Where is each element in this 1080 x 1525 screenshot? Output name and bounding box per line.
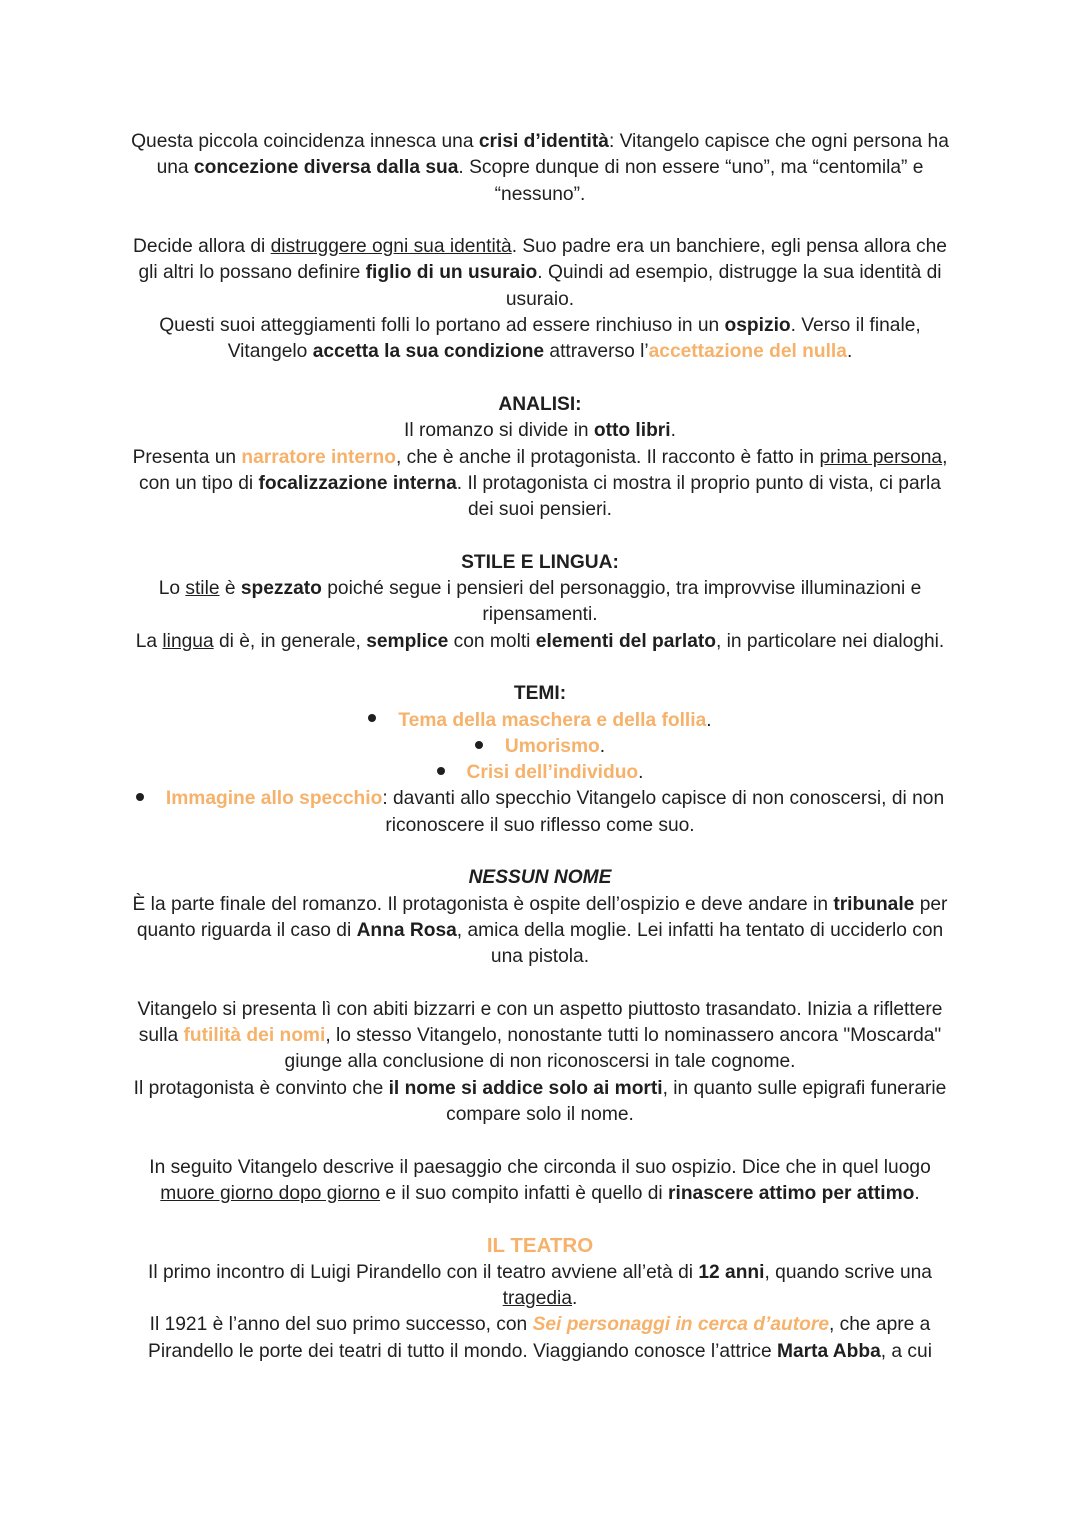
underlined-text: distruggere ogni sua identità [270, 236, 512, 258]
bold-text: 12 anni [698, 1261, 765, 1283]
underlined-text: prima persona [819, 446, 943, 468]
intro-paragraph-3 [128, 313, 952, 366]
temi-list [128, 708, 952, 839]
highlighted-text: narratore interno [241, 446, 396, 468]
nessun-nome-paragraph-1 [128, 892, 952, 971]
text: . Suo padre era un banchiere, egli pensa allora che gli altri lo possano definire [138, 236, 947, 284]
text: e il suo compito infatti è quello di [380, 1182, 669, 1204]
text: . Il protagonista ci mostra il proprio punto di vista, ci parla dei suoi pensieri. [456, 472, 941, 521]
analisi-line-1 [128, 418, 952, 444]
underlined-text: stile [185, 578, 220, 600]
highlighted-text: Umorismo [504, 735, 600, 757]
bold-text: focalizzazione interna [258, 472, 457, 494]
text: . Scopre dunque di non essere “uno”, ma “centomila” e “nessuno”. [458, 157, 924, 205]
highlighted-text: futilità dei nomi [183, 1025, 326, 1047]
list-item [128, 734, 952, 760]
section-heading-analisi: ANALISI: [498, 393, 582, 415]
section-heading-stile: STILE E LINGUA: [461, 551, 619, 573]
text: , a cui [880, 1340, 932, 1362]
text: . [670, 420, 676, 442]
bold-text: elementi del parlato [535, 630, 716, 652]
text: Questa piccola coincidenza innesca una [131, 131, 479, 152]
text: , in particolare nei dialoghi. [715, 630, 945, 652]
bold-text: accetta la sua condizione [312, 341, 545, 363]
document-page [128, 129, 952, 1365]
text: per quanto riguarda il caso di [136, 893, 948, 941]
bold-text: tribunale [833, 893, 915, 915]
underlined-text: tragedia [502, 1288, 572, 1310]
text: Vitangelo si presenta lì con abiti bizzarri e con un aspetto piuttosto trasandato. Inizia a riflettere sulla [137, 998, 943, 1047]
text: . Verso il finale, Vitangelo [227, 315, 921, 363]
text: , amica della moglie. Lei infatti ha tentato di ucciderlo con una pistola. [456, 919, 944, 968]
text: : davanti allo specchio Vitangelo capisce di non conoscersi, di non riconoscere il suo riflesso come suo. [382, 788, 945, 836]
bold-text: il nome si addice solo ai morti [388, 1077, 663, 1099]
section-heading-temi: TEMI: [513, 683, 567, 705]
list-item [128, 760, 952, 786]
bold-text: rinascere attimo per attimo [668, 1182, 915, 1204]
text: . Quindi ad esempio, distrugge la sua identità di usuraio. [505, 262, 942, 310]
bullet-icon [368, 714, 376, 722]
text: con molti [448, 630, 536, 652]
section-heading-nessun-nome: NESSUN NOME [468, 867, 612, 889]
highlighted-title: Sei personaggi in cerca d’autore [532, 1314, 829, 1336]
text: . [638, 762, 644, 784]
text: Lo [158, 578, 186, 600]
text: , con un tipo di [139, 446, 948, 494]
underlined-text: lingua [162, 630, 214, 652]
nessun-nome-paragraph-4 [128, 1155, 952, 1208]
bold-text: figlio di un usuraio [365, 262, 538, 284]
nessun-nome-paragraph-3 [128, 1076, 952, 1129]
nessun-nome-paragraph-2 [128, 997, 952, 1076]
text: Il protagonista è convinto che [133, 1077, 389, 1099]
text: , che è anche il protagonista. Il racconto è fatto in [395, 446, 820, 468]
text: Presenta un [132, 446, 242, 468]
text: di è, in generale, [213, 630, 367, 652]
text: , che apre a Pirandello le porte dei teatri di tutto il mondo. Viaggiando conosce l’attrice [148, 1314, 931, 1362]
text: Questi suoi atteggiamenti folli lo portano ad essere rinchiuso in un [159, 315, 725, 337]
teatro-paragraph-1 [128, 1260, 952, 1313]
bold-text: concezione diversa dalla sua [193, 157, 459, 179]
text: . [572, 1288, 578, 1310]
text: Il primo incontro di Luigi Pirandello con il teatro avviene all’età di [148, 1261, 699, 1283]
text: , lo stesso Vitangelo, nonostante tutti lo nominassero ancora "Moscarda" giunge alla conclusione di non riconoscersi in tale cognome. [284, 1025, 942, 1073]
text: . [846, 341, 853, 363]
highlighted-text: accettazione del nulla [648, 341, 847, 363]
stile-line-2 [128, 629, 952, 655]
list-item [128, 708, 952, 734]
highlighted-text: Tema della maschera e della follia [398, 709, 707, 731]
intro-paragraph-2 [128, 234, 952, 313]
highlighted-text: Crisi dell’individuo [466, 762, 639, 784]
bold-text: spezzato [240, 578, 322, 600]
bullet-icon [475, 741, 483, 749]
bullet-icon [437, 767, 445, 775]
analisi-line-2 [128, 445, 952, 524]
text: è [219, 578, 241, 600]
text: In seguito Vitangelo descrive il paesaggio che circonda il suo ospizio. Dice che in quel luogo [149, 1156, 931, 1178]
text: La [135, 630, 163, 652]
text: . [914, 1182, 920, 1204]
text: attraverso l’ [544, 341, 649, 363]
text: , in quanto sulle epigrafi funerarie compare solo il nome. [446, 1077, 947, 1125]
text: Il romanzo si divide in [404, 420, 594, 442]
bold-text: semplice [366, 630, 449, 652]
underlined-text: muore giorno dopo giorno [160, 1182, 381, 1204]
teatro-paragraph-2 [128, 1312, 952, 1365]
bold-text: otto libri [593, 420, 671, 442]
list-item [128, 786, 952, 839]
text: , quando scrive una [764, 1261, 932, 1283]
text: poiché segue i pensieri del personaggio, tra improvvise illuminazioni e ripensamenti. [321, 578, 922, 626]
text: . [599, 735, 606, 757]
bold-text: Marta Abba [776, 1340, 881, 1362]
text: : Vitangelo capisce che ogni persona ha una [156, 131, 949, 179]
intro-paragraph-1 [128, 129, 952, 208]
text: Il 1921 è l’anno del suo primo successo, con [149, 1314, 533, 1336]
bold-text: crisi d’identità [478, 131, 609, 152]
bold-text: Anna Rosa [356, 919, 457, 941]
bold-text: ospizio [724, 315, 791, 337]
highlighted-text: Immagine allo specchio [165, 788, 383, 810]
text: Decide allora di [133, 236, 271, 258]
stile-line-1 [128, 576, 952, 629]
bullet-icon [136, 793, 144, 801]
section-heading-teatro: IL TEATRO [486, 1234, 594, 1258]
text: È la parte finale del romanzo. Il protagonista è ospite dell’ospizio e deve andare in [132, 893, 834, 915]
text: . [706, 709, 712, 731]
